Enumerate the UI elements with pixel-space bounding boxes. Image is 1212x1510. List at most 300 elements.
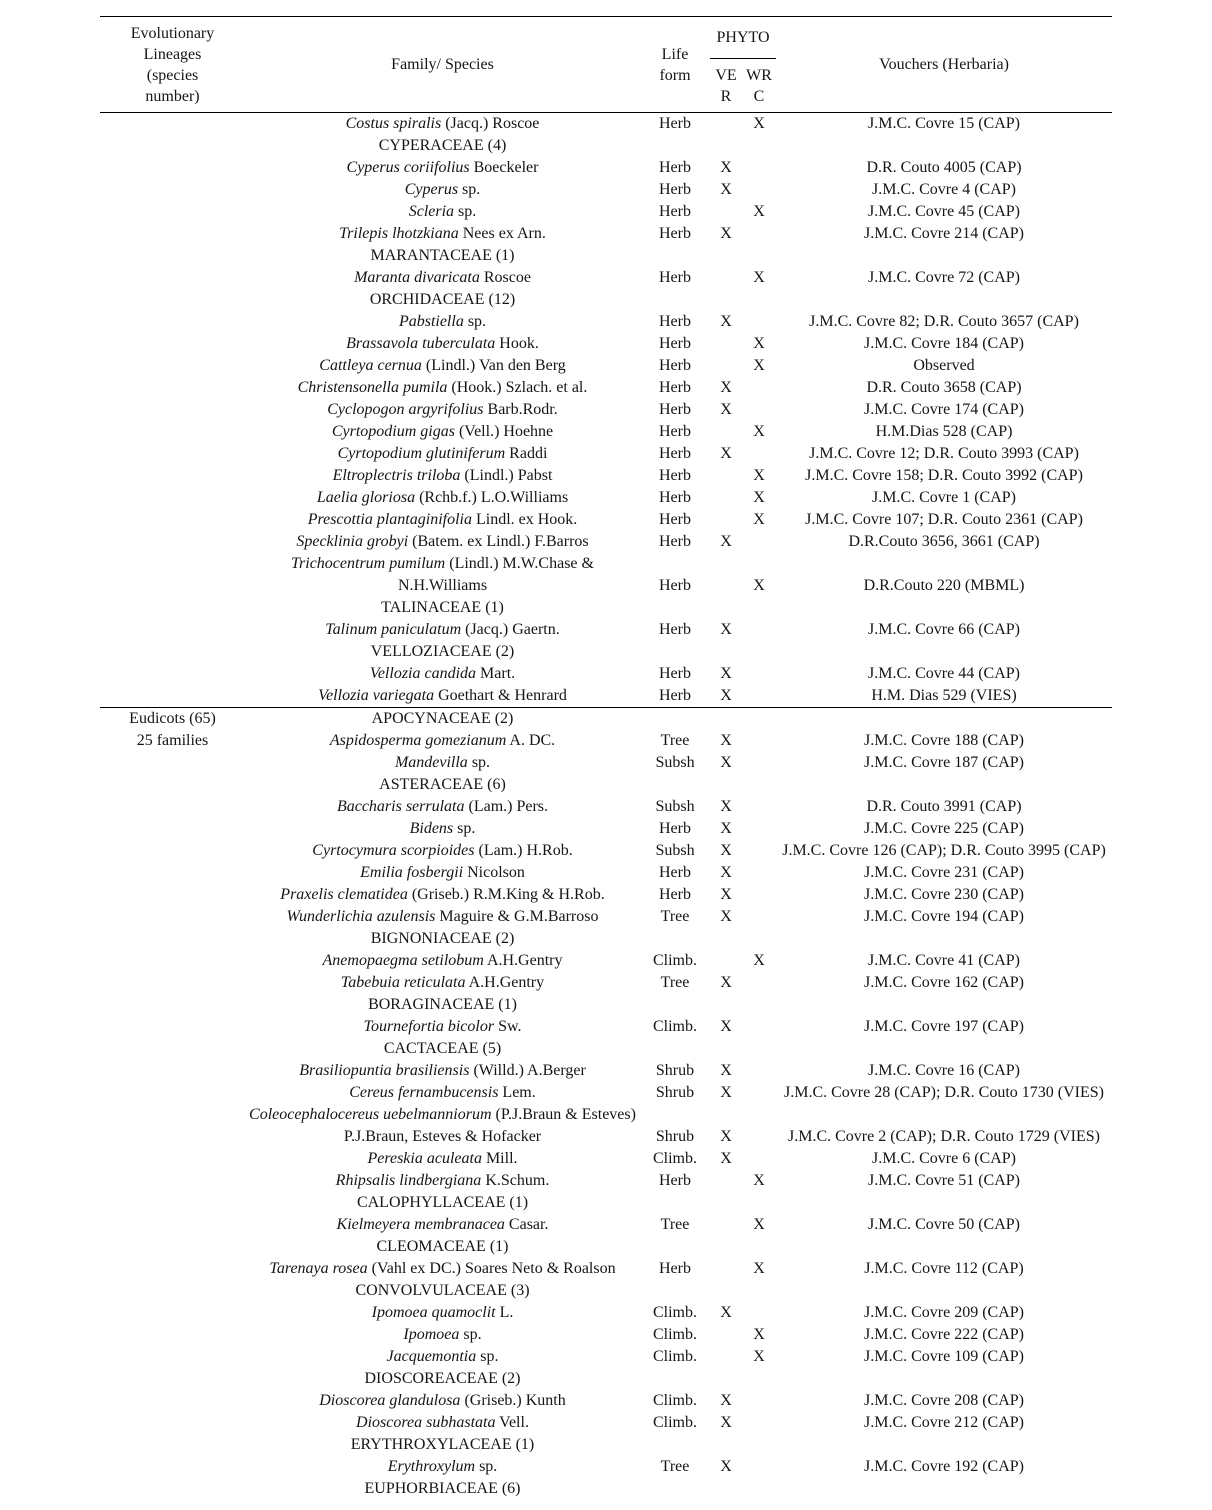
lifeform-cell: Herb [659, 1172, 691, 1189]
lineage-cell [100, 113, 245, 136]
family-row [100, 1478, 1112, 1500]
voucher-cell [776, 1038, 1112, 1060]
species-scientific-name: Aspidosperma gomezianum [329, 732, 507, 749]
species-name-cell: Cyrtocymura scorpioides (Lam.) H.Rob. [312, 842, 573, 859]
ver-mark-cell: X [720, 864, 732, 881]
species-name-cell: Cyrtopodium glutiniferum Raddi [337, 445, 548, 462]
lifeform-cell [640, 774, 710, 796]
species-scientific-name: Cyclopogon argyrifolius [327, 401, 484, 418]
voucher-cell: J.M.C. Covre 12; D.R. Couto 3993 (CAP) [809, 445, 1079, 462]
ver-mark-cell [710, 509, 742, 531]
lifeform-cell: Climb. [652, 1326, 697, 1343]
wrc-mark-cell [742, 1148, 776, 1170]
wrc-mark-cell [742, 179, 776, 201]
ver-mark-cell: X [720, 820, 732, 837]
lineage-cell [100, 1412, 245, 1434]
species-scientific-name: Anemopaegma setilobum [322, 952, 484, 969]
species-name-cell: Aspidosperma gomezianum A. DC. [329, 732, 556, 749]
wrc-mark-cell: X [753, 511, 765, 528]
voucher-cell: J.M.C. Covre 66 (CAP) [868, 621, 1021, 638]
family-row [100, 774, 1112, 796]
ver-mark-cell [710, 245, 742, 267]
species-row [100, 1082, 1112, 1104]
voucher-cell: J.M.C. Covre 197 (CAP) [864, 1018, 1025, 1035]
voucher-cell: D.R. Couto 3991 (CAP) [866, 798, 1022, 815]
species-row [100, 840, 1112, 862]
species-scientific-name: Dioscorea subhastata [356, 1414, 496, 1431]
ver-mark-cell: X [720, 379, 732, 396]
ver-mark-cell: X [720, 1150, 732, 1167]
species-scientific-name: Tabebuia reticulata [340, 974, 466, 991]
lineage-cell [100, 1324, 245, 1346]
species-name-cell: Kielmeyera membranacea Casar. [336, 1216, 549, 1233]
species-name-cell: Costus spiralis (Jacq.) Roscoe [345, 115, 540, 132]
species-scientific-name: Cyperus coriifolius [346, 159, 470, 176]
family-row [100, 289, 1112, 311]
voucher-cell: J.M.C. Covre 225 (CAP) [864, 820, 1025, 837]
lifeform-cell: Herb [659, 181, 691, 198]
family-name-cell: EUPHORBIACEAE (6) [364, 1480, 521, 1497]
species-scientific-name: Trilepis lhotzkiana [339, 225, 459, 242]
voucher-cell: J.M.C. Covre 158; D.R. Couto 3992 (CAP) [805, 467, 1083, 484]
species-row [100, 179, 1112, 201]
lineage-cell [100, 553, 245, 597]
family-name-cell: CLEOMACEAE (1) [376, 1238, 509, 1255]
lifeform-cell: Herb [659, 445, 691, 462]
lifeform-cell: Herb [659, 159, 691, 176]
family-row [100, 928, 1112, 950]
species-scientific-name: Pabstiella [398, 313, 464, 330]
wrc-mark-cell [742, 663, 776, 685]
species-name-cell: Cyperus coriifolius Boeckeler [346, 159, 539, 176]
species-scientific-name: Cyrtopodium gigas [331, 423, 455, 440]
ver-mark-cell [710, 1324, 742, 1346]
species-name-cell: Rhipsalis lindbergiana K.Schum. [335, 1172, 550, 1189]
wrc-mark-cell: X [753, 1172, 765, 1189]
lineage-cell: 25 families [136, 732, 209, 749]
lifeform-cell [640, 245, 710, 267]
ver-mark-cell [710, 774, 742, 796]
lifeform-cell: Herb [659, 203, 691, 220]
lifeform-cell: Herb [659, 864, 691, 881]
lifeform-cell: Tree [660, 1458, 690, 1475]
species-scientific-name: Brasiliopuntia brasiliensis [299, 1062, 470, 1079]
species-scientific-name: Coleocephalocereus uebelmanniorum [249, 1106, 492, 1123]
species-scientific-name: Christensonella pumila [297, 379, 448, 396]
lifeform-cell [640, 994, 710, 1016]
ver-mark-cell [710, 928, 742, 950]
voucher-cell: J.M.C. Covre 194 (CAP) [864, 908, 1025, 925]
wrc-mark-cell [742, 1038, 776, 1060]
wrc-mark-cell [742, 752, 776, 774]
lifeform-cell: Herb [659, 269, 691, 286]
species-name-cell: Erythroxylum sp. [387, 1458, 498, 1475]
species-row [100, 465, 1112, 487]
voucher-cell [776, 245, 1112, 267]
voucher-cell [776, 1236, 1112, 1258]
voucher-cell: J.M.C. Covre 28 (CAP); D.R. Couto 1730 (VIES) [784, 1084, 1105, 1101]
wrc-mark-cell: X [753, 489, 765, 506]
ver-mark-cell: X [720, 665, 732, 682]
species-scientific-name: Scleria [408, 203, 455, 220]
species-scientific-name: Emilia fosbergii [360, 864, 464, 881]
header-evolutionary-lineages [100, 17, 245, 113]
ver-mark-cell: X [720, 313, 732, 330]
ver-mark-cell [710, 641, 742, 663]
voucher-cell: J.M.C. Covre 230 (CAP) [864, 886, 1025, 903]
ver-mark-cell [710, 994, 742, 1016]
voucher-cell: J.M.C. Covre 192 (CAP) [864, 1458, 1025, 1475]
ver-mark-cell: X [720, 842, 732, 859]
species-row [100, 862, 1112, 884]
species-row [100, 113, 1112, 136]
wrc-mark-cell [742, 928, 776, 950]
species-row [100, 685, 1112, 708]
lifeform-cell [640, 1434, 710, 1456]
wrc-mark-cell: X [753, 952, 765, 969]
species-scientific-name: Cyrtopodium glutiniferum [337, 445, 506, 462]
ver-mark-cell [710, 421, 742, 443]
species-row [100, 950, 1112, 972]
lineage-cell [100, 1104, 245, 1148]
wrc-mark-cell [742, 245, 776, 267]
wrc-mark-cell [742, 1456, 776, 1478]
family-name-cell: DIOSCOREACEAE (2) [364, 1370, 521, 1387]
species-row [100, 1016, 1112, 1038]
ver-mark-cell [710, 333, 742, 355]
ver-mark-cell [710, 1280, 742, 1302]
species-name-cell: Bidens sp. [409, 820, 476, 837]
family-row [100, 597, 1112, 619]
voucher-cell: J.M.C. Covre 208 (CAP) [864, 1392, 1025, 1409]
voucher-cell: D.R.Couto 3656, 3661 (CAP) [848, 533, 1040, 550]
species-scientific-name: Pereskia aculeata [367, 1150, 482, 1167]
species-row [100, 531, 1112, 553]
lineage-cell [100, 355, 245, 377]
ver-mark-cell: X [720, 1062, 732, 1079]
ver-mark-cell: X [720, 886, 732, 903]
ver-mark-cell: X [720, 1414, 732, 1431]
wrc-mark-cell: X [753, 423, 765, 440]
lifeform-cell: Herb [659, 401, 691, 418]
species-row [100, 201, 1112, 223]
species-scientific-name: Cattleya cernua [319, 357, 422, 374]
lineage-cell [100, 399, 245, 421]
header-family-species: Family/ Species [391, 56, 494, 73]
voucher-cell: J.M.C. Covre 222 (CAP) [864, 1326, 1025, 1343]
voucher-cell: J.M.C. Covre 112 (CAP) [864, 1260, 1024, 1277]
species-scientific-name: Tarenaya rosea [269, 1260, 368, 1277]
ver-mark-cell: X [720, 908, 732, 925]
lineage-cell [100, 1148, 245, 1170]
wrc-mark-cell: X [753, 1260, 765, 1277]
ver-mark-cell: X [720, 445, 732, 462]
wrc-mark-cell [742, 1434, 776, 1456]
species-row [100, 553, 1112, 597]
ver-mark-cell [710, 1346, 742, 1368]
lineage-cell [100, 245, 245, 267]
species-scientific-name: Praxelis clematidea [280, 886, 408, 903]
voucher-cell: J.M.C. Covre 162 (CAP) [864, 974, 1025, 991]
species-name-cell: Trichocentrum pumilum (Lindl.) M.W.Chase & N.H.Williams [291, 555, 594, 594]
species-name-cell: Coleocephalocereus uebelmanniorum (P.J.Braun & Esteves) P.J.Braun, Esteves & Hofacker [249, 1106, 636, 1145]
family-name-cell: CALOPHYLLACEAE (1) [356, 1194, 529, 1211]
species-scientific-name: Cyperus [404, 181, 459, 198]
lifeform-cell: Herb [659, 533, 691, 550]
species-name-cell: Scleria sp. [408, 203, 477, 220]
ver-mark-cell [710, 289, 742, 311]
species-scientific-name: Talinum paniculatum [325, 621, 462, 638]
lifeform-cell: Herb [659, 577, 691, 594]
ver-mark-cell [710, 1192, 742, 1214]
voucher-cell: J.M.C. Covre 1 (CAP) [872, 489, 1017, 506]
species-name-cell: Brasiliopuntia brasiliensis (Willd.) A.Berger [299, 1062, 586, 1079]
lifeform-cell: Shrub [655, 1128, 695, 1145]
ver-mark-cell: X [720, 533, 732, 550]
wrc-mark-cell: X [753, 115, 765, 132]
wrc-mark-cell [742, 157, 776, 179]
wrc-mark-cell [742, 1104, 776, 1148]
lineage-cell [100, 1236, 245, 1258]
lifeform-cell [640, 708, 710, 731]
species-scientific-name: Costus spiralis [345, 115, 442, 132]
ver-mark-cell: X [720, 754, 732, 771]
header-row-1 [100, 17, 1112, 59]
species-row [100, 1302, 1112, 1324]
wrc-mark-cell: X [753, 269, 765, 286]
ver-mark-cell [710, 1236, 742, 1258]
species-scientific-name: Brassavola tuberculata [346, 335, 496, 352]
ver-mark-cell [710, 553, 742, 597]
wrc-mark-cell: X [753, 203, 765, 220]
lineage-cell [100, 267, 245, 289]
lineage-cell [100, 1478, 245, 1500]
lifeform-cell [640, 928, 710, 950]
species-scientific-name: Specklinia grobyi [296, 533, 409, 550]
voucher-cell: D.R. Couto 3658 (CAP) [866, 379, 1022, 396]
voucher-cell: Observed [913, 357, 975, 374]
header-ver [710, 59, 742, 113]
species-row [100, 509, 1112, 531]
species-row [100, 421, 1112, 443]
ver-mark-cell: X [720, 1304, 732, 1321]
ver-mark-cell: X [720, 1392, 732, 1409]
voucher-cell [776, 1434, 1112, 1456]
wrc-mark-cell: X [753, 577, 765, 594]
family-row [100, 1434, 1112, 1456]
ver-mark-cell: X [720, 1018, 732, 1035]
species-name-cell: Baccharis serrulata (Lam.) Pers. [336, 798, 549, 815]
lifeform-cell: Herb [659, 1260, 691, 1277]
wrc-mark-cell [742, 641, 776, 663]
species-name-cell: Maranta divaricata Roscoe [354, 269, 531, 286]
species-name-cell: Cyrtopodium gigas (Vell.) Hoehne [331, 423, 554, 440]
species-name-cell: Praxelis clematidea (Griseb.) R.M.King & H.Rob. [280, 886, 605, 903]
family-name-cell: VELLOZIACEAE (2) [370, 643, 515, 660]
lineage-cell [100, 135, 245, 157]
species-name-cell: Ipomoea quamoclit L. [371, 1304, 514, 1321]
lineage-cell [100, 994, 245, 1016]
family-row [100, 994, 1112, 1016]
species-name-cell: Ipomoea sp. [403, 1326, 482, 1343]
family-name-cell: BORAGINACEAE (1) [368, 996, 517, 1013]
header-ver-label: VE R [715, 66, 737, 105]
ver-mark-cell [710, 1170, 742, 1192]
lineage-cell [100, 1016, 245, 1038]
species-scientific-name: Dioscorea glandulosa [319, 1392, 461, 1409]
voucher-cell [776, 774, 1112, 796]
lifeform-cell: Shrub [655, 1084, 695, 1101]
wrc-mark-cell [742, 774, 776, 796]
header-evolutionary-lineages-label: Evolutionary Lineages (species number) [130, 24, 215, 105]
lifeform-cell: Herb [659, 357, 691, 374]
lifeform-cell: Herb [659, 313, 691, 330]
lineage-cell [100, 509, 245, 531]
species-row [100, 1060, 1112, 1082]
species-name-cell: Cereus fernambucensis Lem. [349, 1084, 536, 1101]
ver-mark-cell: X [720, 732, 732, 749]
ver-mark-cell: X [720, 181, 732, 198]
species-row [100, 377, 1112, 399]
lifeform-cell: Herb [659, 115, 691, 132]
wrc-mark-cell [742, 884, 776, 906]
ver-mark-cell [710, 1368, 742, 1390]
lifeform-cell: Herb [659, 820, 691, 837]
lifeform-cell: Tree [660, 908, 690, 925]
species-name-cell: Wunderlichia azulensis Maguire & G.M.Barroso [286, 908, 599, 925]
species-name-cell: Prescottia plantaginifolia Lindl. ex Hook. [307, 511, 578, 528]
wrc-mark-cell [742, 311, 776, 333]
ver-mark-cell: X [720, 1128, 732, 1145]
wrc-mark-cell [742, 399, 776, 421]
species-name-cell: Tarenaya rosea (Vahl ex DC.) Soares Neto & Roalson [269, 1260, 616, 1277]
species-scientific-name: Trichocentrum pumilum [291, 555, 446, 572]
species-row [100, 972, 1112, 994]
lifeform-cell: Tree [660, 732, 690, 749]
species-row [100, 355, 1112, 377]
wrc-mark-cell [742, 1082, 776, 1104]
lineage-cell [100, 685, 245, 708]
species-scientific-name: Laelia gloriosa [316, 489, 416, 506]
species-scientific-name: Vellozia variegata [318, 687, 435, 704]
species-row [100, 663, 1112, 685]
lineage-cell [100, 311, 245, 333]
species-name-cell: Cattleya cernua (Lindl.) Van den Berg [319, 357, 566, 374]
ver-mark-cell: X [720, 974, 732, 991]
lineage-cell [100, 333, 245, 355]
ver-mark-cell [710, 135, 742, 157]
voucher-cell: H.M.Dias 528 (CAP) [875, 423, 1013, 440]
wrc-mark-cell [742, 443, 776, 465]
species-row [100, 311, 1112, 333]
species-row [100, 1390, 1112, 1412]
ver-mark-cell [710, 597, 742, 619]
lineage-cell [100, 289, 245, 311]
species-row [100, 752, 1112, 774]
lifeform-cell: Herb [659, 886, 691, 903]
species-scientific-name: Vellozia candida [369, 665, 477, 682]
species-scientific-name: Baccharis serrulata [336, 798, 465, 815]
lineage-cell [100, 1170, 245, 1192]
lineage-cell [100, 1302, 245, 1324]
wrc-mark-cell [742, 730, 776, 752]
lineage-cell [100, 972, 245, 994]
header-wrc-label: WR C [746, 66, 772, 105]
species-row [100, 1148, 1112, 1170]
species-name-cell: Jacquemontia sp. [386, 1348, 499, 1365]
header-wrc [742, 59, 776, 113]
ver-mark-cell: X [720, 159, 732, 176]
lineage-cell [100, 884, 245, 906]
lineage-cell [100, 1192, 245, 1214]
lineage-cell [100, 752, 245, 774]
species-row [100, 619, 1112, 641]
species-row [100, 884, 1112, 906]
wrc-mark-cell [742, 377, 776, 399]
species-scientific-name: Kielmeyera membranacea [336, 1216, 505, 1233]
wrc-mark-cell: X [753, 357, 765, 374]
voucher-cell: J.M.C. Covre 126 (CAP); D.R. Couto 3995 (CAP) [782, 842, 1106, 859]
wrc-mark-cell [742, 1016, 776, 1038]
family-row [100, 245, 1112, 267]
lifeform-cell: Herb [659, 225, 691, 242]
voucher-cell [776, 597, 1112, 619]
ver-mark-cell: X [720, 798, 732, 815]
ver-mark-cell [710, 950, 742, 972]
species-row [100, 1346, 1112, 1368]
lifeform-cell [640, 1478, 710, 1500]
lineage-cell [100, 774, 245, 796]
lineage-cell [100, 1060, 245, 1082]
family-row [100, 641, 1112, 663]
wrc-mark-cell [742, 708, 776, 731]
lineage-cell [100, 818, 245, 840]
voucher-cell [776, 1368, 1112, 1390]
family-name-cell: MARANTACEAE (1) [370, 247, 515, 264]
voucher-cell [776, 994, 1112, 1016]
lineage-cell [100, 796, 245, 818]
lifeform-cell [640, 597, 710, 619]
lifeform-cell: Climb. [652, 1392, 697, 1409]
lineage-cell [100, 906, 245, 928]
species-row [100, 443, 1112, 465]
lineage-cell [100, 619, 245, 641]
wrc-mark-cell: X [753, 335, 765, 352]
wrc-mark-cell [742, 796, 776, 818]
species-scientific-name: Cyrtocymura scorpioides [312, 842, 475, 859]
species-name-cell: Tabebuia reticulata A.H.Gentry [340, 974, 545, 991]
voucher-cell: J.M.C. Covre 174 (CAP) [864, 401, 1025, 418]
ver-mark-cell [710, 1434, 742, 1456]
lifeform-cell: Subsh [655, 798, 695, 815]
table-header [100, 17, 1112, 113]
wrc-mark-cell [742, 818, 776, 840]
voucher-cell: J.M.C. Covre 184 (CAP) [864, 335, 1025, 352]
lineage-cell [100, 641, 245, 663]
voucher-cell [776, 1192, 1112, 1214]
wrc-mark-cell [742, 1368, 776, 1390]
species-row [100, 223, 1112, 245]
species-scientific-name: Mandevilla [394, 754, 468, 771]
lineage-cell [100, 862, 245, 884]
ver-mark-cell [710, 1258, 742, 1280]
species-scientific-name: Maranta divaricata [354, 269, 480, 286]
species-name-cell: Laelia gloriosa (Rchb.f.) L.O.Williams [316, 489, 569, 506]
lifeform-cell [640, 641, 710, 663]
ver-mark-cell [710, 708, 742, 731]
voucher-cell: J.M.C. Covre 6 (CAP) [872, 1150, 1017, 1167]
lineage-cell [100, 179, 245, 201]
